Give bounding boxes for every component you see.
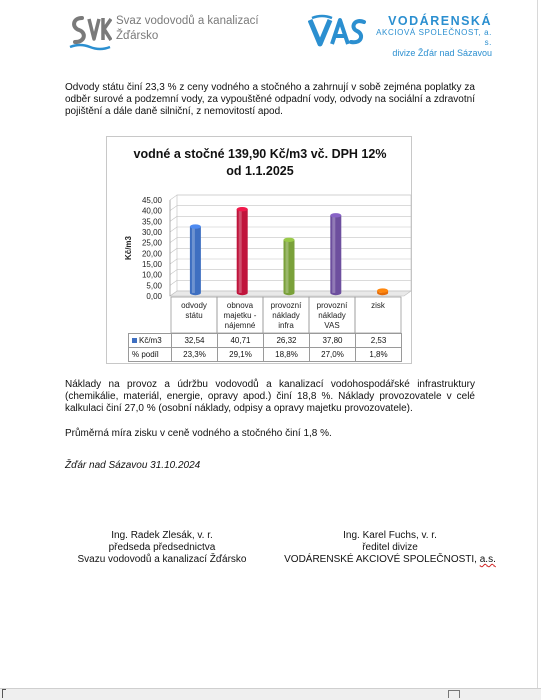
chart-y-tick-label: 20,00: [141, 249, 162, 259]
chart-bar-highlight: [286, 240, 289, 293]
chart-y-tick-label: 30,00: [141, 228, 162, 237]
signature-left-org: Svazu vodovodů a kanalizací Žďársko: [77, 554, 247, 565]
chart-bar-highlight: [239, 209, 242, 293]
table-cell: 40,71: [218, 334, 264, 348]
chart-bar-top: [190, 224, 201, 228]
table-cell: 32,54: [172, 334, 218, 348]
signature-left-role: předseda předsednictva: [108, 542, 216, 553]
table-cell: 29,1%: [218, 348, 264, 362]
chart-bar-highlight: [192, 227, 195, 293]
chart-bar-top: [237, 207, 248, 211]
chart-x-tick-label: majetku -: [223, 311, 257, 320]
chart-x-tick-label: provozní: [270, 301, 302, 310]
chart-x-tick-label: zisk: [371, 301, 385, 310]
chart-bar-4: [330, 215, 341, 295]
chart-y-tick-label: 40,00: [141, 206, 162, 216]
legend-key-icon: [132, 338, 137, 343]
chart-y-tick-label: 0,00: [146, 292, 162, 301]
chart-bar-1: [190, 227, 201, 296]
vas-name-line3: divize Žďár nad Sázavou: [392, 48, 492, 58]
vas-name-line2: AKCIOVÁ SPOLEČNOST, a. s.: [376, 28, 492, 47]
chart-y-tick-label: 10,00: [141, 270, 162, 280]
chart-y-tick-label: 25,00: [141, 238, 162, 248]
signature-right-org-main: VODÁRENSKÉ AKCIOVÉ SPOLEČNOSTI,: [284, 554, 480, 565]
table-row-label: Kč/m3: [129, 334, 172, 348]
chart-x-tick-label: náklady: [272, 311, 300, 320]
chart-y-tick-label: 5,00: [146, 281, 162, 291]
svk-name-line1: Svaz vodovodů a kanalizací: [116, 15, 259, 27]
chart-bar-top: [330, 213, 341, 217]
table-row-label: % podíl: [129, 348, 172, 362]
chart-x-tick-label: nájemné: [224, 321, 256, 330]
signature-right-org: [280, 554, 500, 566]
chart-y-tick-label: 35,00: [141, 217, 162, 227]
chart-x-tick-label: odvody: [181, 301, 207, 310]
chart-x-tick-label: státu: [185, 311, 203, 320]
chart-bar-top: [284, 238, 295, 242]
signature-left-name: Ing. Radek Zlesák, v. r.: [111, 530, 213, 541]
chart-y-axis-label: Kč/m3: [124, 235, 133, 261]
chart-y-tick-label: 15,00: [141, 260, 162, 269]
chart-x-tick-label: infra: [278, 321, 294, 330]
table-row: [129, 334, 402, 348]
table-cell: 23,3%: [172, 348, 218, 362]
signature-left: [62, 530, 262, 566]
chart-x-tick-label: provozní: [316, 301, 348, 310]
page-corner-mark: [2, 689, 6, 698]
table-cell: 27,0%: [310, 348, 356, 362]
dateline: Žďár nad Sázavou 31.10.2024: [65, 460, 201, 471]
chart-x-tick-label: náklady: [318, 311, 346, 320]
signature-right-name: Ing. Karel Fuchs, v. r.: [343, 530, 437, 541]
chart-title-line2: od 1.1.2025: [226, 164, 294, 178]
chart-title-line1: vodné a stočné 139,90 Kč/m3 vč. DPH 12%: [133, 147, 387, 161]
chart-bar-2: [237, 209, 248, 295]
chart-bar-highlight: [332, 215, 335, 293]
table-row: [129, 348, 402, 362]
paragraph-state-levies: Odvody státu činí 23,3 % z ceny vodného a stočného a zahrnují v sobě zejména poplatky za odběr surové a podzemní vody, za vypouštěné odpadní vody, odvody na sociální a zdravotní pojištění a dále daně silniční, z nemovitostí apod.: [65, 82, 475, 117]
paragraph-profit: Průměrná míra zisku v ceně vodného a stočného činí 1,8 %.: [65, 428, 332, 439]
chart-bar-3: [284, 240, 295, 295]
chart-data-table: [128, 333, 402, 362]
signature-right-role: ředitel divize: [362, 542, 418, 553]
chart-x-tick-label: VAS: [324, 321, 340, 330]
chart-x-tick-label: obnova: [226, 301, 254, 310]
svk-name-line2: Žďársko: [116, 30, 159, 42]
signature-right-org-suffix: a.s.: [479, 554, 496, 565]
chart-y-tick-label: 45,00: [141, 196, 162, 205]
table-cell: 18,8%: [264, 348, 310, 362]
signature-right: [280, 530, 500, 566]
chart-bar-top: [377, 288, 388, 292]
vas-name-line1: VODÁRENSKÁ: [388, 14, 492, 28]
table-cell: 2,53: [356, 334, 402, 348]
table-cell: 26,32: [264, 334, 310, 348]
paragraph-operating-costs: Náklady na provoz a údržbu vodovodů a kanalizací vodohospodářské infrastruktury (chemikálie, materiál, energie, opravy apod.) činí 18,8 %. Náklady provozovatele v celé kalkulaci činí 27,0 % (osobní náklady, odpisy a opravy majetku provozovatele).: [65, 379, 475, 414]
page-corner-mark-right: [448, 690, 460, 698]
table-cell: 1,8%: [356, 348, 402, 362]
table-cell: 37,80: [310, 334, 356, 348]
